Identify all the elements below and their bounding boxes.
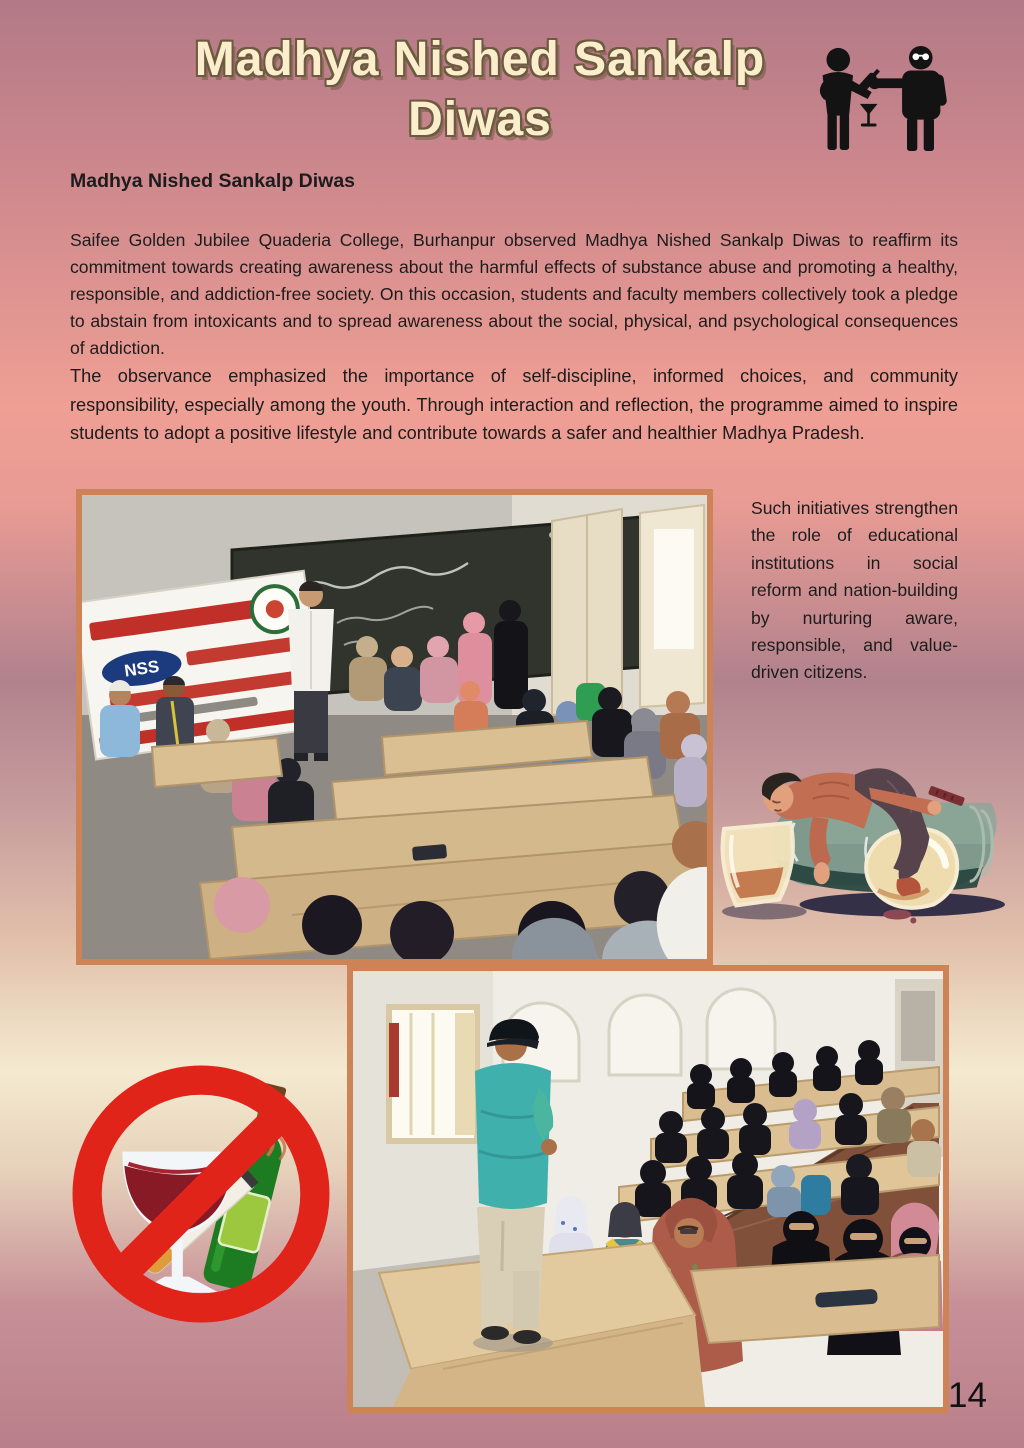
- article-body: [70, 227, 958, 448]
- side-note: Such initiatives strengthen the role of educational institutions in social reform and nation-building by nurturing aware, responsible, and value-driven citizens.: [751, 498, 958, 683]
- prohibition-ring: [87, 1080, 315, 1308]
- refuse-alcohol-icon: [799, 42, 961, 154]
- no-alcohol-icon: [70, 1063, 332, 1325]
- page-title-line1: Madhya Nished Sankalp: [194, 33, 766, 86]
- classroom-pledge-photo: [76, 489, 713, 965]
- paragraph-2: The observance emphasized the importance of self-discipline, informed choices, and community responsibility, especially among the youth. Through interaction and reflection, the programme aimed to inspire students to adopt a positive lifestyle and contribute towards a safer and healthier Madhya Pradesh.: [70, 366, 958, 443]
- page-title-line2: Diwas: [408, 93, 552, 146]
- page-number: 14: [948, 1376, 987, 1415]
- banner-nss-label: NSS: [123, 656, 161, 681]
- drunk-person-on-bottle-icon: [716, 740, 1014, 938]
- window: [389, 1007, 477, 1141]
- article-heading: Madhya Nished Sankalp Diwas: [70, 170, 356, 192]
- page-title: [80, 30, 880, 150]
- tipped-glass-left: [723, 823, 793, 906]
- paragraph-1: Saifee Golden Jubilee Quaderia College, Burhanpur observed Madhya Nished Sankalp Diwas to reaffirm its commitment towards creating awareness about the harmful effects of substance abuse and promoting a healthy, responsible, and addiction-free society. On this occasion, students and faculty members collectively took a pledge to abstain from intoxicants and to spread awareness about the social, physical, and psychological consequences of addiction.: [70, 230, 958, 358]
- lecture-hall-photo: [347, 965, 949, 1413]
